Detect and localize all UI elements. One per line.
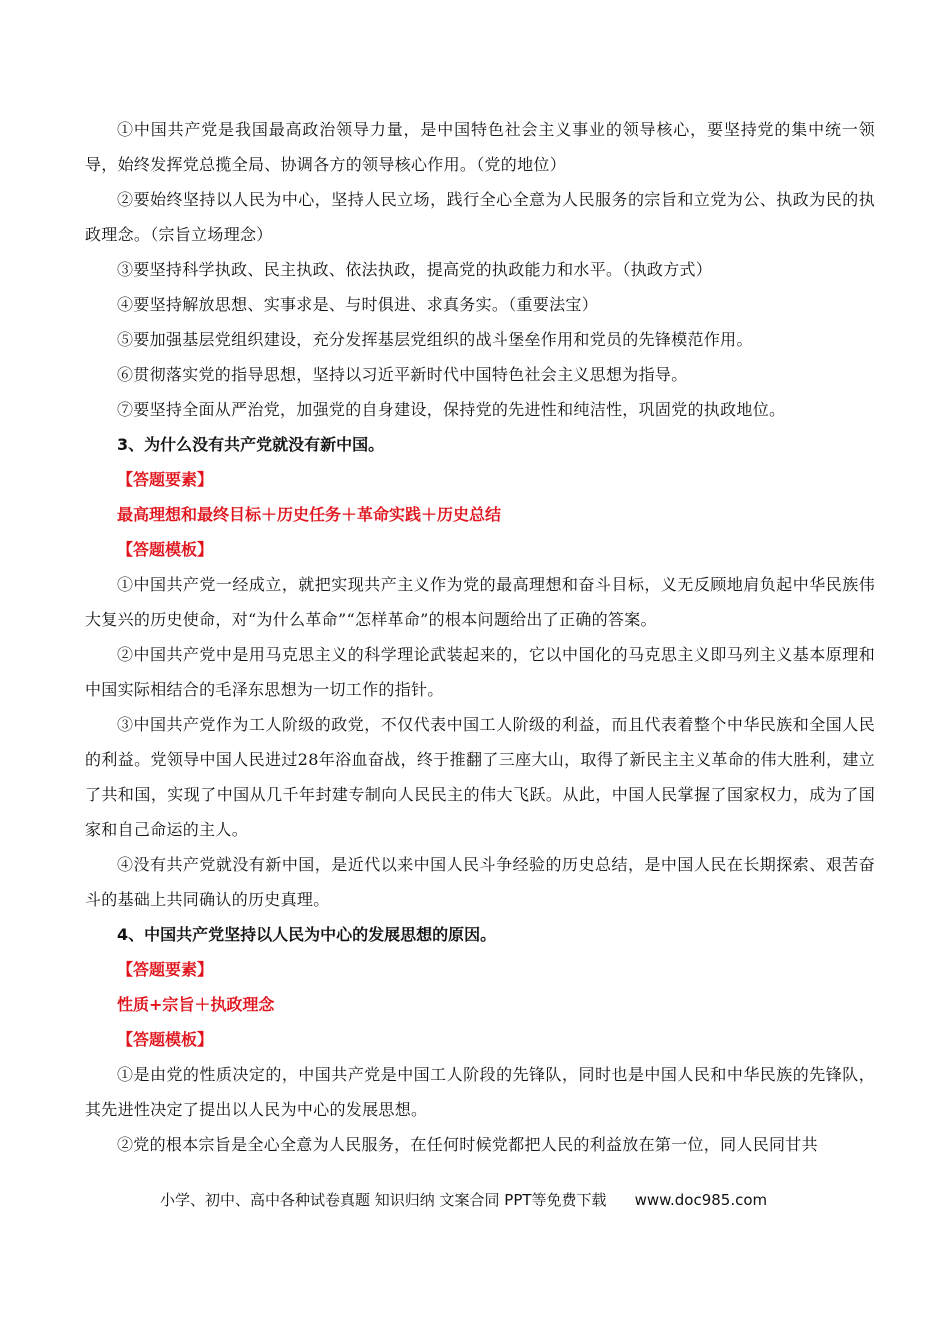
paragraph: ③中国共产党作为工人阶级的政党，不仅代表中国工人阶级的利益，而且代表着整个中华民族和全国人民的利益。党领导中国人民进过28年浴血奋战，终于推翻了三座大山，取得了新民主主义革命的伟大胜利，建立了共和国，实现了中国从几千年封建专制向人民民主的伟大飞跃。从此，中国人民掌握了国家权力，成为了国家和自己命运的主人。 [85,715,875,839]
paragraph: ③要坚持科学执政、民主执政、依法执政，提高党的执政能力和水平。（执政方式） [117,260,713,279]
section-4-items [85,1057,875,1162]
paragraph: ⑥贯彻落实党的指导思想，坚持以习近平新时代中国特色社会主义思想为指导。 [117,365,688,384]
paragraph: ②要始终坚持以人民为中心，坚持人民立场，践行全心全意为人民服务的宗旨和立党为公、执政为民的执政理念。（宗旨立场理念） [85,190,875,244]
page-footer [160,1188,767,1212]
document-page [85,112,875,1162]
paragraph: ⑤要加强基层党组织建设，充分发挥基层党组织的战斗堡垒作用和党员的先锋模范作用。 [117,330,753,349]
paragraph: ①中国共产党是我国最高政治领导力量，是中国特色社会主义事业的领导核心，要坚持党的集中统一领导，始终发挥党总揽全局、协调各方的领导核心作用。（党的地位） [85,120,875,174]
paragraph: ①是由党的性质决定的，中国共产党是中国工人阶段的先锋队，同时也是中国人民和中华民族的先锋队，其先进性决定了提出以人民为中心的发展思想。 [85,1065,875,1119]
section-3-template-label: 【答题模板】 [117,540,214,559]
paragraph: ⑦要坚持全面从严治党，加强党的自身建设，保持党的先进性和纯洁性，巩固党的执政地位。 [117,400,786,419]
section-3-elements-label: 【答题要素】 [117,470,214,489]
footer-url[interactable]: www.doc985.com [634,1191,768,1209]
section-2-items [85,112,875,427]
section-4-elements-label: 【答题要素】 [117,960,214,979]
section-4-title: 4、中国共产党坚持以人民为中心的发展思想的原因。 [117,925,497,944]
paragraph: ②中国共产党中是用马克思主义的科学理论武装起来的，它以中国化的马克思主义即马列主义基本原理和中国实际相结合的毛泽东思想为一切工作的指针。 [85,645,875,699]
paragraph: ①中国共产党一经成立，就把实现共产主义作为党的最高理想和奋斗目标，义无反顾地肩负起中华民族伟大复兴的历史使命，对“为什么革命”“怎样革命”的根本问题给出了正确的答案。 [85,575,875,629]
section-3-items [85,567,875,917]
footer-text: 小学、初中、高中各种试卷真题 知识归纳 文案合同 PPT等免费下载 [160,1191,607,1209]
section-3-elements: 最高理想和最终目标＋历史任务＋革命实践＋历史总结 [117,505,502,524]
section-4-template-label: 【答题模板】 [117,1030,214,1049]
paragraph: ④要坚持解放思想、实事求是、与时俱进、求真务实。（重要法宝） [117,295,599,314]
paragraph: ②党的根本宗旨是全心全意为人民服务，在任何时候党都把人民的利益放在第一位，同人民同甘共 [117,1135,818,1154]
section-4-elements: 性质+宗旨＋执政理念 [117,995,275,1014]
section-3-title: 3、为什么没有共产党就没有新中国。 [117,435,385,454]
paragraph: ④没有共产党就没有新中国，是近代以来中国人民斗争经验的历史总结，是中国人民在长期探索、艰苦奋斗的基础上共同确认的历史真理。 [85,855,875,909]
